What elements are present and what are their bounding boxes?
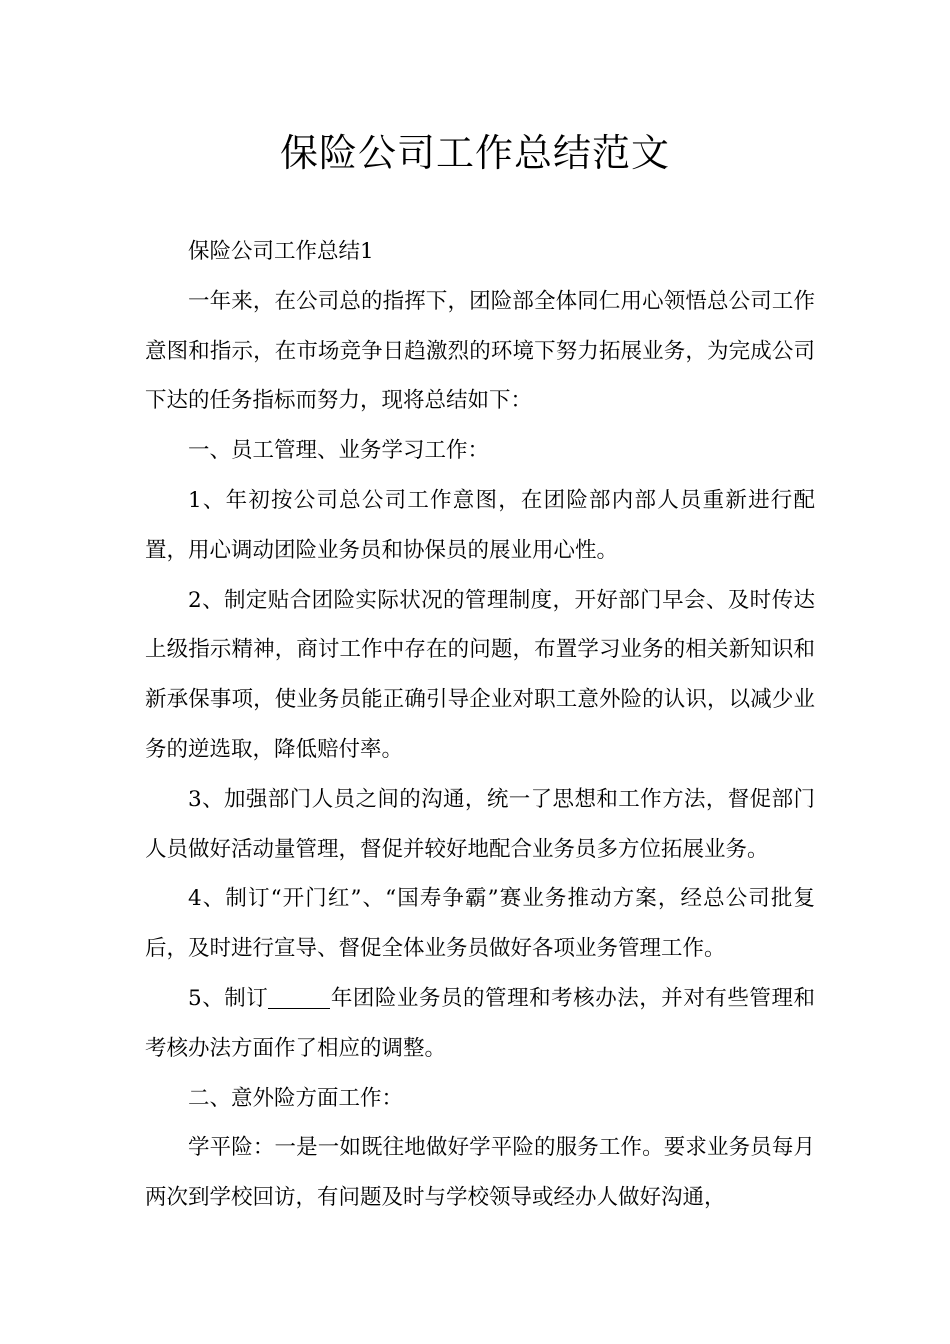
paragraph-student-insurance: 学平险：一是一如既往地做好学平险的服务工作。要求业务员每月两次到学校回访，有问题及时与学校领导或经办人做好沟通， [145,1135,815,1211]
paragraph-heading-accident-insurance: 二、意外险方面工作： [188,1085,404,1111]
paragraph-item-4: 4、制订“开门红”、“国寿争霸”赛业务推动方案，经总公司批复后，及时进行宣导、督促全体业务员做好各项业务管理工作。 [145,886,815,962]
paragraph-item-5-end: 年团险业务员的管理和考核办法，并对有些管理和考核办法方面作了相应的调整。 [145,985,815,1061]
paragraph-intro: 一年来，在公司总的指挥下，团险部全体同仁用心领悟总公司工作意图和指示，在市场竞争日趋激烈的环境下努力拓展业务，为完成公司下达的任务指标而努力，现将总结如下： [145,288,815,414]
paragraph-item-5 [145,974,815,1074]
fill-in-blank-line [268,986,330,1009]
paragraph-item-3: 3、加强部门人员之间的沟通，统一了思想和工作方法，督促部门人员做好活动量管理，督促并较好地配合业务员多方位拓展业务。 [145,786,815,862]
paragraph-item-5-start: 5、制订 [188,985,269,1011]
document-body [145,227,815,1223]
paragraph-item-1: 1、年初按公司总公司工作意图，在团险部内部人员重新进行配置，用心调动团险业务员和协保员的展业用心性。 [145,487,815,563]
paragraph-item-2: 2、制定贴合团险实际状况的管理制度，开好部门早会、及时传达上级指示精神，商讨工作中存在的问题，布置学习业务的相关新知识和新承保事项，使业务员能正确引导企业对职工意外险的认识，以减少业务的逆选取，降低赔付率。 [145,587,815,762]
document-title: 保险公司工作总结范文 [279,131,670,175]
paragraph-section-heading: 保险公司工作总结1 [188,239,374,264]
paragraph-heading-staff-management: 一、员工管理、业务学习工作： [188,438,490,464]
